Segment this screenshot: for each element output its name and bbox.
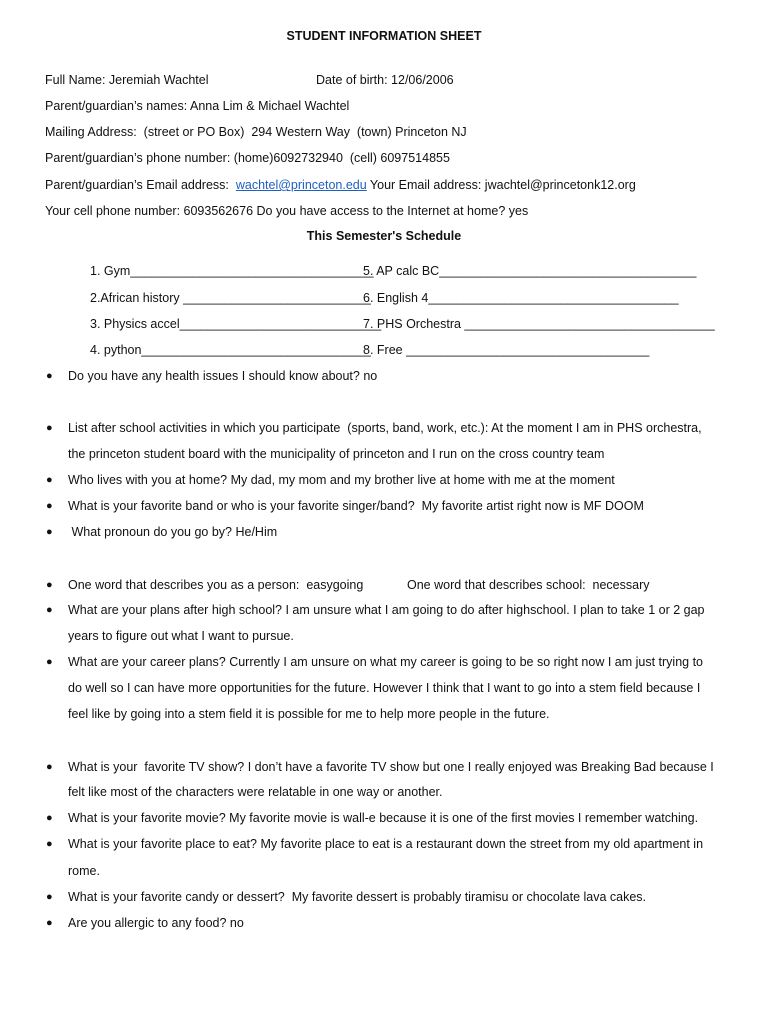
cell-phone-line: Your cell phone number: 6093562676 Do you have access to the Internet at home? yes — [45, 204, 529, 218]
parent-email-link[interactable]: wachtel@princeton.edu — [235, 178, 367, 192]
question-describe-self: One word that describes you as a person: easygoing — [68, 578, 364, 592]
bullet-icon: ● — [46, 500, 53, 512]
question-activities-cont: the princeton student board with the municipality of princeton and I run on the cross country team — [68, 447, 605, 461]
question-activities: List after school activities in which you participate (sports, band, work, etc.): At the moment I am in PHS orchestra, — [68, 421, 702, 435]
question-plans-cont: years to figure out what I want to pursue. — [68, 629, 294, 643]
schedule-title: This Semester's Schedule — [306, 229, 462, 243]
address-line: Mailing Address: (street or PO Box) 294 Western Way (town) Princeton NJ — [45, 125, 467, 139]
schedule-item: 5. AP calc BC_____________________________________ — [363, 264, 697, 278]
bullet-icon: ● — [46, 891, 53, 903]
schedule-item: 8. Free ___________________________________ — [363, 343, 650, 357]
schedule-item: 4. python_________________________________ — [90, 343, 371, 357]
bullet-icon: ● — [46, 579, 53, 591]
bullet-icon: ● — [46, 656, 53, 668]
question-describe-school: One word that describes school: necessary — [407, 578, 650, 592]
question-career: What are your career plans? Currently I am unsure on what my career is going to be so right now I am just trying to — [68, 655, 704, 669]
bullet-icon: ● — [46, 422, 53, 434]
student-email-text: Your Email address: jwachtel@princetonk12.org — [366, 178, 636, 192]
schedule-item: 2.African history ___________________________ — [90, 291, 371, 305]
schedule-item: 6. English 4____________________________________ — [363, 291, 679, 305]
question-health: Do you have any health issues I should know about? no — [68, 369, 378, 383]
question-career-cont: feel like by going into a stem field it is possible for me to help more people in the future. — [68, 707, 550, 721]
bullet-icon: ● — [46, 761, 53, 773]
question-allergies: Are you allergic to any food? no — [68, 916, 244, 930]
parent-phone-line: Parent/guardian’s phone number: (home)6092732940 (cell) 6097514855 — [45, 151, 450, 165]
question-tv: What is your favorite TV show? I don’t have a favorite TV show but one I really enjoyed was Breaking Bad because I — [68, 760, 714, 774]
dob-line: Date of birth: 12/06/2006 — [316, 73, 454, 87]
question-place-to-eat: What is your favorite place to eat? My favorite place to eat is a restaurant down the street from my old apartment in — [68, 837, 704, 851]
question-movie: What is your favorite movie? My favorite movie is wall-e because it is one of the first movies I remember watching. — [68, 811, 699, 825]
question-dessert: What is your favorite candy or dessert? My favorite dessert is probably tiramisu or chocolate lava cakes. — [68, 890, 647, 904]
page-title: STUDENT INFORMATION SHEET — [286, 29, 482, 43]
bullet-icon: ● — [46, 838, 53, 850]
question-band: What is your favorite band or who is your favorite singer/band? My favorite artist right now is MF DOOM — [68, 499, 644, 513]
parents-line: Parent/guardian’s names: Anna Lim & Michael Wachtel — [45, 99, 350, 113]
question-household: Who lives with you at home? My dad, my mom and my brother live at home with me at the moment — [68, 473, 615, 487]
full-name-line: Full Name: Jeremiah Wachtel — [45, 73, 209, 87]
schedule-item: 3. Physics accel_____________________________ — [90, 317, 382, 331]
bullet-icon: ● — [46, 917, 53, 929]
schedule-item: 7. PHS Orchestra ____________________________________ — [363, 317, 715, 331]
question-pronoun: What pronoun do you go by? He/Him — [68, 525, 278, 539]
bullet-icon: ● — [46, 604, 53, 616]
bullet-icon: ● — [46, 526, 53, 538]
bullet-icon: ● — [46, 370, 53, 382]
question-plans: What are your plans after high school? I am unsure what I am going to do after highschool. I plan to take 1 or 2 gap — [68, 603, 705, 617]
question-career-cont: do well so I can have more opportunities for the future. However I think that I want to go into a stem field because I — [68, 681, 701, 695]
email-line — [45, 177, 636, 193]
schedule-item: 1. Gym___________________________________ — [90, 264, 374, 278]
question-place-to-eat-cont: rome. — [68, 864, 100, 878]
bullet-icon: ● — [46, 812, 53, 824]
question-tv-cont: felt like most of the characters were relatable in one way or another. — [68, 785, 443, 799]
bullet-icon: ● — [46, 474, 53, 486]
parent-email-label: Parent/guardian’s Email address: — [45, 178, 236, 192]
